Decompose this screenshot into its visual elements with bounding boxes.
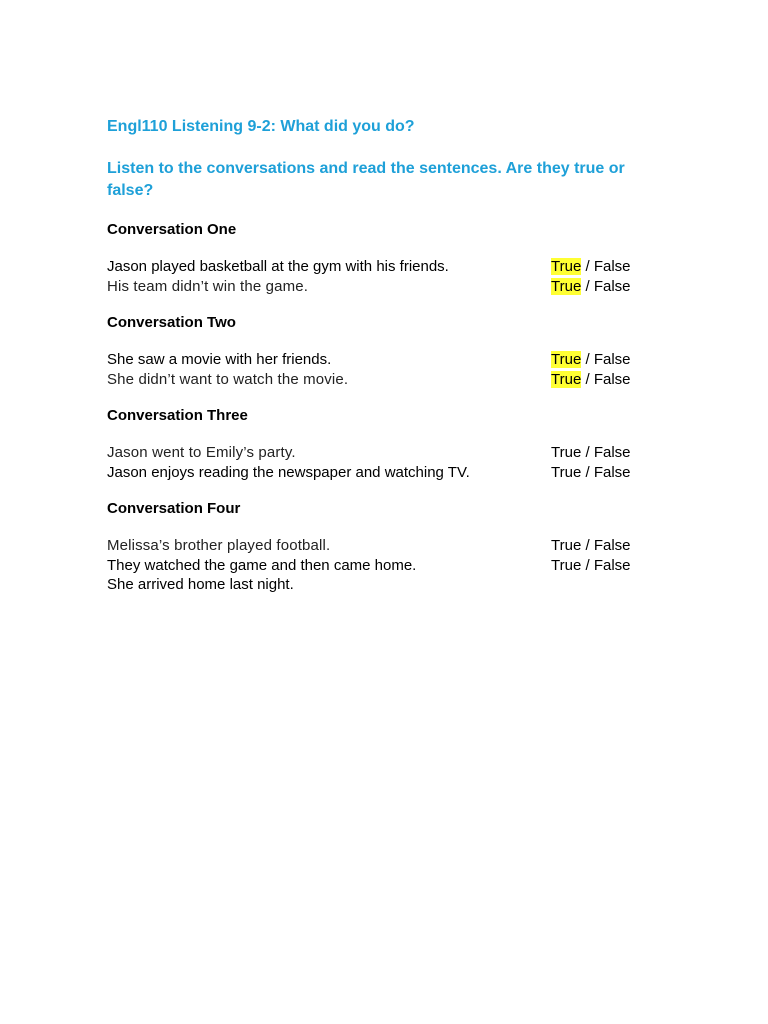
separator: / xyxy=(581,556,594,574)
false-option[interactable]: False xyxy=(593,370,631,388)
true-option[interactable]: True xyxy=(551,351,582,368)
section-heading: Conversation Two xyxy=(107,314,236,331)
true-option[interactable]: True xyxy=(551,463,582,481)
conversation-two-section xyxy=(107,313,707,389)
true-false-choice xyxy=(551,370,631,390)
true-false-choice xyxy=(551,350,631,370)
statement-row xyxy=(107,350,707,370)
statement-text: Melissa’s brother played football. xyxy=(107,537,331,554)
section-heading: Conversation Three xyxy=(107,407,248,424)
true-false-choice xyxy=(551,257,631,277)
true-option[interactable]: True xyxy=(551,277,582,295)
statement-text: She didn’t want to watch the movie. xyxy=(107,370,349,388)
statement-list xyxy=(107,443,707,482)
instructions: Listen to the conversations and read the sentences. Are they true or false? xyxy=(107,160,625,199)
separator: / xyxy=(581,277,594,295)
statement-row xyxy=(107,257,707,277)
false-option[interactable]: False xyxy=(593,463,631,481)
conversation-one-section xyxy=(107,220,707,296)
statement-row xyxy=(107,443,707,463)
statement-text: Jason enjoys reading the newspaper and watching TV. xyxy=(107,463,470,481)
statement-list xyxy=(107,257,707,296)
true-false-choice xyxy=(551,556,631,576)
statement-text: She saw a movie with her friends. xyxy=(107,351,332,368)
statement-row xyxy=(107,556,707,576)
true-option[interactable]: True xyxy=(551,258,582,275)
conversation-four-section xyxy=(107,499,707,595)
worksheet xyxy=(107,116,707,595)
separator: / xyxy=(581,537,594,554)
true-false-choice xyxy=(551,463,631,483)
statement-list xyxy=(107,536,707,595)
statement-row xyxy=(107,575,707,595)
separator: / xyxy=(581,351,594,368)
statement-text: His team didn’t win the game. xyxy=(107,277,309,295)
true-false-choice xyxy=(551,536,631,556)
false-option[interactable]: False xyxy=(593,444,631,461)
statement-row xyxy=(107,536,707,556)
false-option[interactable]: False xyxy=(593,258,631,275)
true-option[interactable]: True xyxy=(551,370,582,388)
true-false-choice xyxy=(551,277,631,297)
conversation-three-section xyxy=(107,406,707,482)
separator: / xyxy=(581,463,594,481)
separator: / xyxy=(581,444,594,461)
false-option[interactable]: False xyxy=(593,537,631,554)
statement-row xyxy=(107,277,707,297)
worksheet-title: Engl110 Listening 9-2: What did you do? xyxy=(107,118,415,135)
true-false-choice xyxy=(551,443,631,463)
statement-text: She arrived home last night. xyxy=(107,576,294,593)
statement-list xyxy=(107,350,707,389)
true-option[interactable]: True xyxy=(551,556,582,574)
section-heading: Conversation One xyxy=(107,221,237,238)
true-option[interactable]: True xyxy=(551,537,582,554)
false-option[interactable]: False xyxy=(593,556,631,574)
section-heading: Conversation Four xyxy=(107,500,241,517)
true-option[interactable]: True xyxy=(551,444,582,461)
false-option[interactable]: False xyxy=(593,351,631,368)
separator: / xyxy=(581,370,594,388)
statement-text: Jason went to Emily’s party. xyxy=(107,444,296,461)
separator: / xyxy=(581,258,594,275)
statement-row xyxy=(107,463,707,483)
statement-text: They watched the game and then came home. xyxy=(107,556,417,574)
statement-row xyxy=(107,370,707,390)
false-option[interactable]: False xyxy=(593,277,631,295)
statement-text: Jason played basketball at the gym with his friends. xyxy=(107,258,449,275)
